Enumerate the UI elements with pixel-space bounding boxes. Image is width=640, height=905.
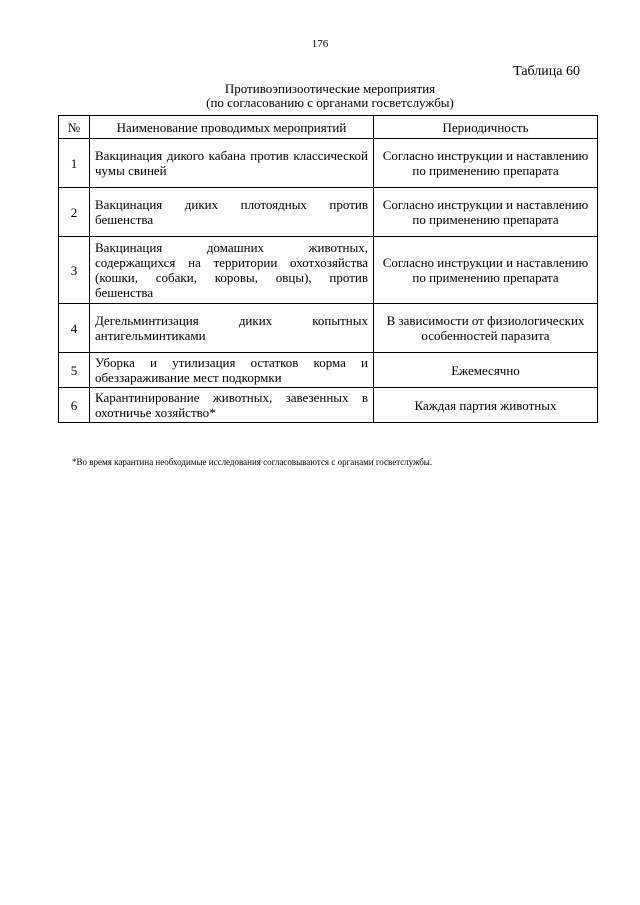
- table-row: [59, 188, 598, 237]
- table-row: [59, 237, 598, 304]
- row-periodicity: Ежемесячно: [374, 353, 598, 388]
- table-row: [59, 353, 598, 388]
- row-measure-name: Вакцинация дикого кабана против классической чумы свиней: [90, 139, 374, 188]
- row-number: 1: [59, 139, 90, 188]
- row-periodicity: В зависимости от физиологических особенностей паразита: [374, 304, 598, 353]
- row-periodicity: Согласно инструкции и наставлению по применению препарата: [374, 188, 598, 237]
- footnote: *Во время карантина необходимые исследования согласовываются с органами госветслужбы.: [72, 457, 433, 467]
- table-label: Таблица 60: [513, 64, 580, 79]
- row-number: 4: [59, 304, 90, 353]
- row-number: 3: [59, 237, 90, 304]
- page-number: 176: [311, 38, 329, 50]
- table-header-row: [59, 116, 598, 139]
- row-measure-name: Дегельминтизация диких копытных антигельминтиками: [90, 304, 374, 353]
- row-measure-name: Уборка и утилизация остатков корма и обеззараживание мест подкормки: [90, 353, 374, 388]
- table-row: [59, 388, 598, 423]
- table-title: [120, 82, 540, 110]
- row-number: 6: [59, 388, 90, 423]
- row-measure-name: Вакцинация домашних животных, содержащихся на территории охотхозяйства (кошки, собаки, коровы, овцы), против бешенства: [90, 237, 374, 304]
- header-number: №: [59, 116, 90, 139]
- table-row: [59, 139, 598, 188]
- row-measure-name: Карантинирование животных, завезенных в охотничье хозяйство*: [90, 388, 374, 423]
- row-measure-name: Вакцинация диких плотоядных против бешенства: [90, 188, 374, 237]
- header-periodicity: Периодичность: [374, 116, 598, 139]
- title-line-1: Противоэпизоотические мероприятия: [224, 81, 436, 96]
- title-line-2: (по согласованию с органами госветслужбы): [206, 95, 454, 110]
- row-number: 5: [59, 353, 90, 388]
- row-periodicity: Согласно инструкции и наставлению по применению препарата: [374, 139, 598, 188]
- measures-table: [58, 115, 598, 423]
- row-periodicity: Каждая партия животных: [374, 388, 598, 423]
- table-row: [59, 304, 598, 353]
- row-periodicity: Согласно инструкции и наставлению по применению препарата: [374, 237, 598, 304]
- header-measure-name: Наименование проводимых мероприятий: [90, 116, 374, 139]
- row-number: 2: [59, 188, 90, 237]
